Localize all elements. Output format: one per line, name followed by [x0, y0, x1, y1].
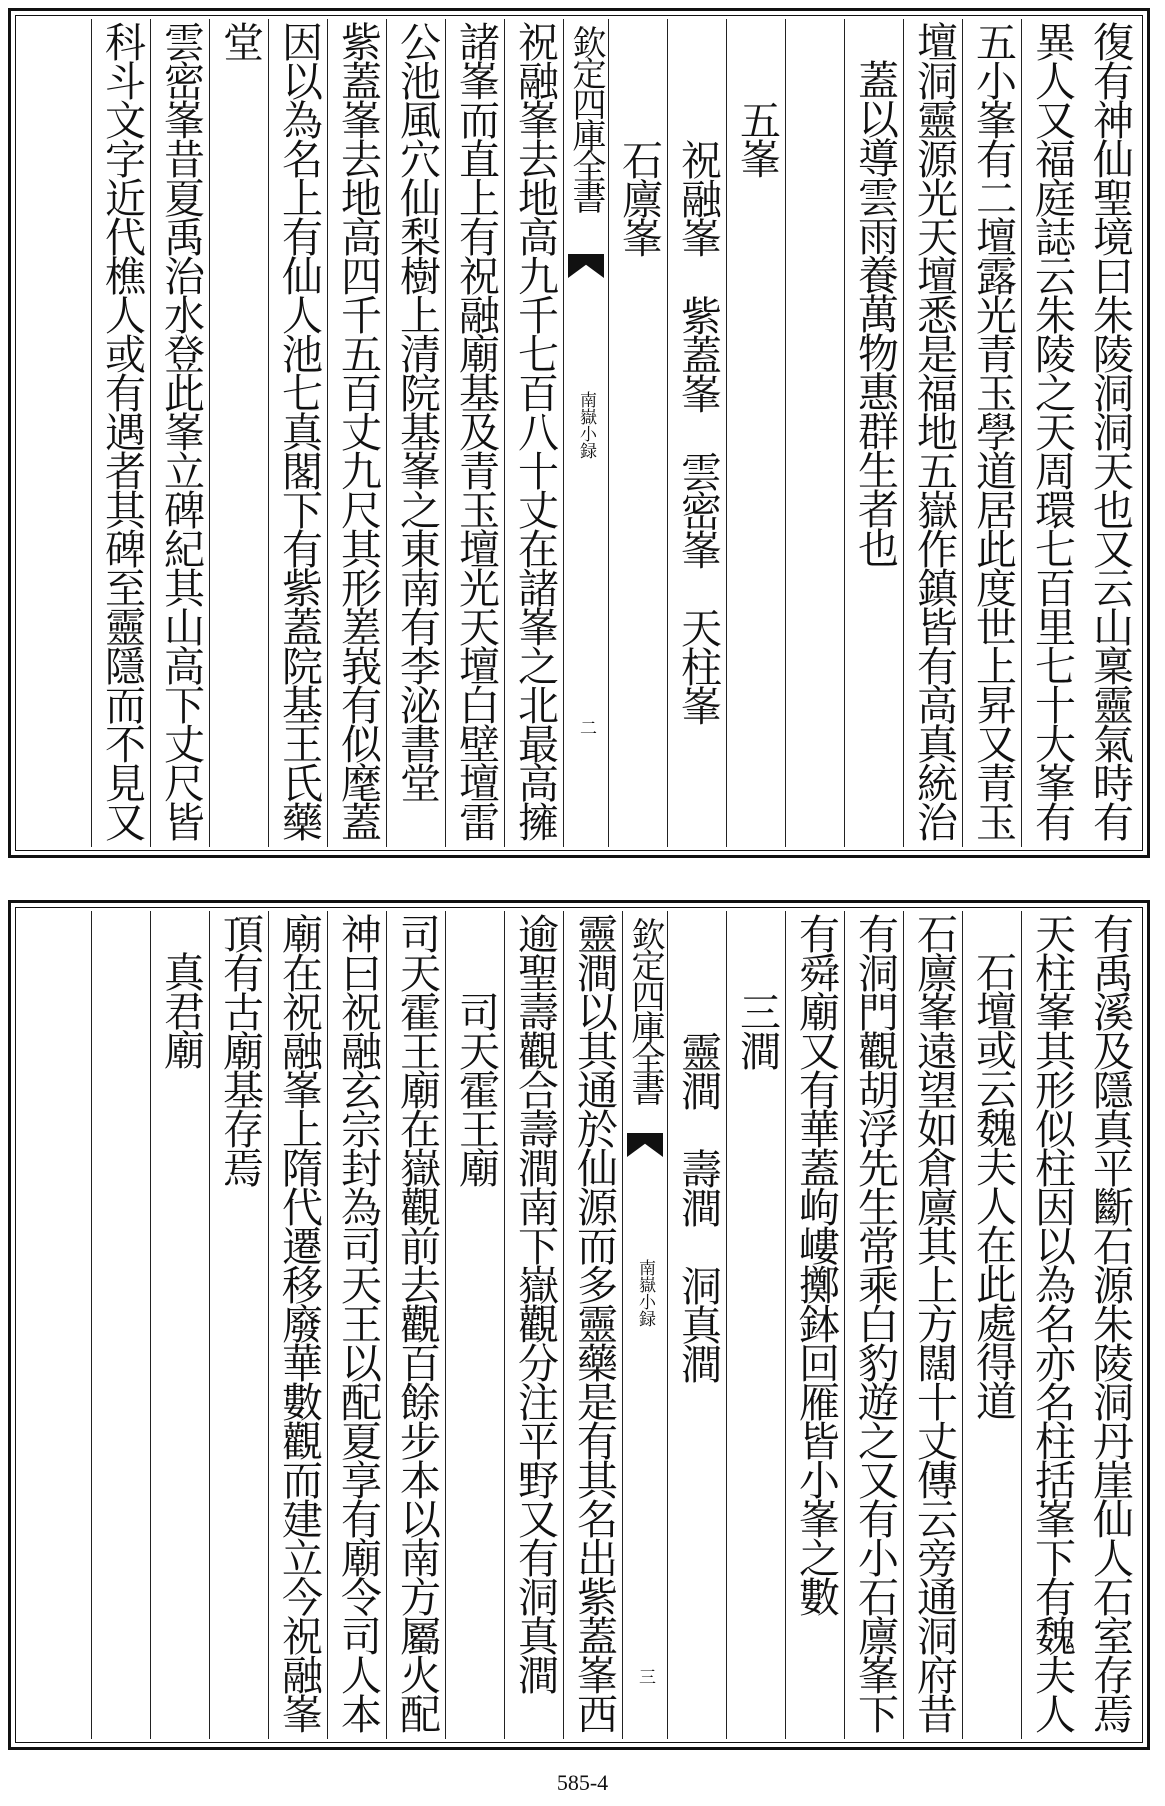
text-column: 五小峯有二壇露光青玉學道居此度世上昇又青玉: [962, 19, 1021, 847]
bottom-page-body: [19, 911, 1139, 1739]
top-page-frame: [8, 8, 1150, 858]
text-column: 紫蓋峯去地高四千五百丈九尺其形嵳峩有似麾蓋: [327, 19, 386, 847]
fish-tail-mark: [627, 1133, 663, 1157]
text-column: 有洞門觀胡浮先生常乘白豹遊之又有小石廪峯下: [844, 911, 903, 1739]
text-column: 廟在祝融峯上隋代遷移廢華數觀而建立今祝融峯: [268, 911, 327, 1739]
section-heading: 真君廟: [150, 911, 209, 1739]
text-column: 石廪峯: [608, 19, 667, 847]
text-column: 石壇或云魏夫人在此處得道: [962, 911, 1021, 1739]
text-column: 祝融峯 紫蓋峯 雲密峯 天柱峯: [667, 19, 726, 847]
chapter-title: 南嶽小録: [576, 391, 596, 459]
text-column: 異人又福庭誌云朱陵之天周環七百里七十大峯有: [1021, 19, 1080, 847]
text-column: 祝融峯去地高九千七百八十丈在諸峯之北最高擁: [504, 19, 563, 847]
text-column: 因以為名上有仙人池七真閣下有紫蓋院基王氏藥: [268, 19, 327, 847]
page-number: 三: [635, 1668, 655, 1685]
text-column: 堂: [209, 19, 268, 847]
text-column: 天柱峯其形似柱因以為名亦名柱括峯下有魏夫人: [1021, 911, 1080, 1739]
section-heading: 司天霍王廟: [445, 911, 504, 1739]
text-column: 靈澗以其通於仙源而多靈藥是有其名出紫蓋峯西: [563, 911, 622, 1739]
text-column: 有禹溪及隱真平斷石源朱陵洞丹崖仙人石室存焉: [1086, 913, 1134, 1732]
text-column: 科斗文字近代樵人或有遇者其碑至靈隱而不見又: [91, 19, 150, 847]
section-heading: 三澗: [726, 911, 785, 1739]
page-number: 二: [576, 719, 596, 736]
text-column: [785, 19, 844, 847]
text-column: 有舜廟又有華蓋岣嶁擲鉢回雁皆小峯之數: [785, 911, 844, 1739]
text-column: 復有神仙聖境曰朱陵洞洞天也又云山稟靈氣時有: [1086, 21, 1134, 840]
bottom-page-frame: [8, 900, 1150, 1750]
text-column: 頂有古廟基存焉: [209, 911, 268, 1739]
book-title: 欽定四庫全書: [566, 25, 606, 211]
text-column: 神曰祝融玄宗封為司天王以配夏享有廟令司人本: [327, 911, 386, 1739]
text-column: 公池風穴仙梨樹上清院基峯之東南有李泌書堂: [386, 19, 445, 847]
text-column: 石廪峯遠望如倉廪其上方闊十丈傳云旁通洞府昔: [903, 911, 962, 1739]
text-column: 逾聖壽觀合壽澗南下嶽觀分注平野又有洞真澗: [504, 911, 563, 1739]
text-column: 雲密峯昔夏禹治水登此峯立碑紀其山高下丈尺皆: [150, 19, 209, 847]
chapter-title: 南嶽小録: [635, 1259, 655, 1327]
section-heading: 五峯: [726, 19, 785, 847]
text-column: 靈澗 壽澗 洞真澗: [667, 911, 726, 1739]
text-column: 司天霍王廟在嶽觀前去觀百餘步本以南方屬火配: [386, 911, 445, 1739]
centre-margin: [622, 911, 667, 1739]
centre-margin: [563, 19, 608, 847]
text-column: 諸峯而直上有祝融廟基及青玉壇光天壇白壁壇雷: [445, 19, 504, 847]
book-title: 欽定四庫全書: [625, 917, 665, 1103]
text-column: 壇洞靈源光天壇悉是福地五嶽作鎮皆有高真統治: [903, 19, 962, 847]
top-page-body: [19, 19, 1139, 847]
text-column: 蓋以導雲雨養萬物惠群生者也: [844, 19, 903, 847]
text-column: [91, 911, 150, 1739]
folio-number: 585-4: [556, 1770, 609, 1795]
fish-tail-mark: [568, 254, 604, 278]
